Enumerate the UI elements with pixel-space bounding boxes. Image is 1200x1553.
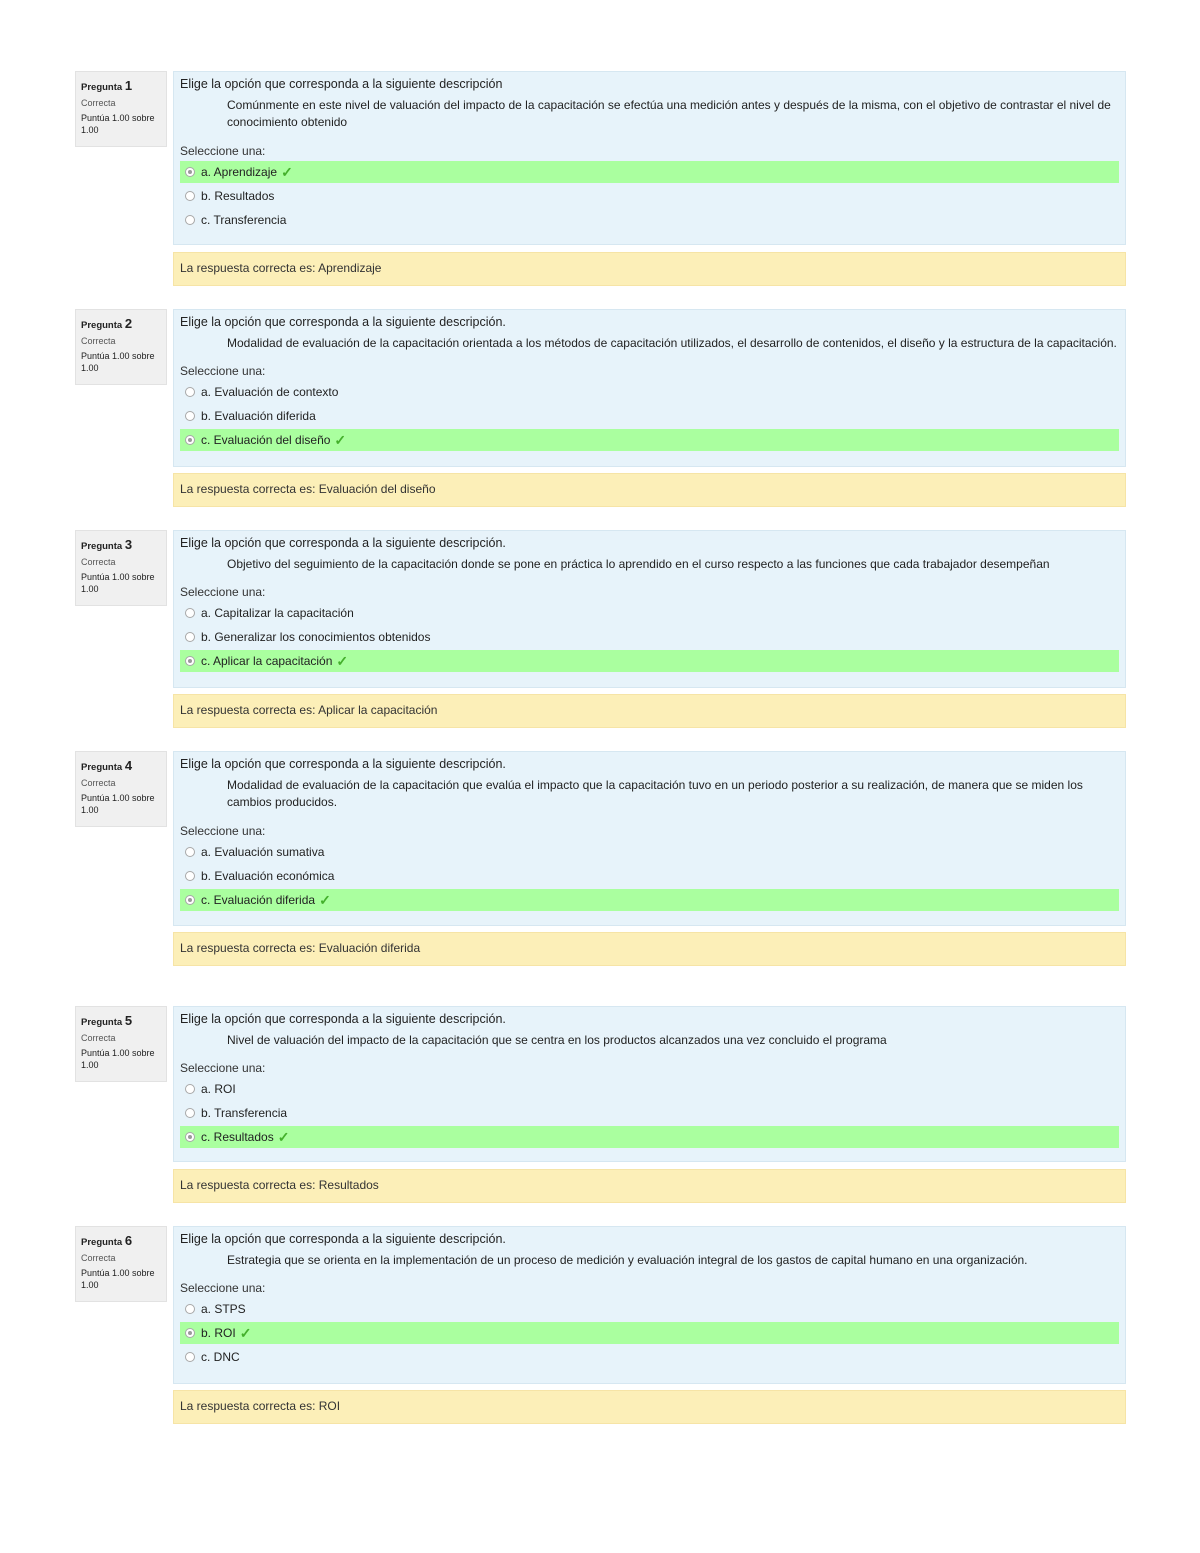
question-text: Elige la opción que corresponda a la siguiente descripción.: [180, 536, 506, 550]
select-prompt: Seleccione una:: [180, 1281, 266, 1296]
radio-button[interactable]: [185, 1108, 195, 1118]
question-text: Elige la opción que corresponda a la siguiente descripción.: [180, 1232, 506, 1246]
radio-button[interactable]: [185, 1304, 195, 1314]
question-label: Pregunta: [81, 541, 123, 552]
feedback-prefix: La respuesta correcta es:: [180, 1178, 316, 1192]
question-info: [75, 751, 167, 827]
question-number: 2: [124, 316, 133, 331]
checkmark-icon: ✓: [277, 1129, 290, 1146]
select-prompt: Seleccione una:: [180, 364, 266, 379]
radio-button[interactable]: [185, 608, 195, 618]
option-b[interactable]: [180, 1102, 1119, 1124]
option-label: b. Resultados: [201, 188, 275, 203]
radio-button[interactable]: [185, 895, 195, 905]
option-label: c. DNC: [201, 1350, 240, 1365]
question-grade: Puntúa 1.00 sobre 1.00: [81, 1267, 155, 1291]
option-c[interactable]: [180, 1126, 1119, 1148]
option-a[interactable]: [180, 1298, 1119, 1320]
question-description: Nivel de valuación del impacto de la capacitación que se centra en los productos alcanzados una vez concluido el programa: [227, 1033, 887, 1047]
feedback-answer: Resultados: [318, 1178, 379, 1192]
checkmark-icon: ✓: [239, 1325, 252, 1342]
feedback-answer: Evaluación del diseño: [318, 482, 436, 496]
question-info: [75, 309, 167, 385]
question-number: 5: [124, 1013, 133, 1028]
question-description: Estrategia que se orienta en la implementación de un proceso de medición y evaluación integral de los gastos de capital humano en una organización.: [227, 1253, 1028, 1267]
feedback-answer: Aprendizaje: [318, 261, 382, 275]
question-content: [173, 1006, 1126, 1162]
correct-answer-feedback: [173, 932, 1126, 966]
select-prompt: Seleccione una:: [180, 585, 266, 600]
checkmark-icon: ✓: [281, 163, 293, 180]
option-b[interactable]: [180, 626, 1119, 648]
correct-answer-feedback: [173, 473, 1126, 507]
question-number: 1: [124, 78, 133, 93]
option-label: a. Evaluación de contexto: [201, 385, 339, 400]
correct-answer-feedback: [173, 1390, 1126, 1424]
radio-button[interactable]: [185, 1132, 195, 1142]
option-b[interactable]: [180, 405, 1119, 427]
select-prompt: Seleccione una:: [180, 143, 266, 158]
question-state: Correcta: [81, 335, 116, 346]
option-label: b. Evaluación económica: [201, 868, 335, 883]
question-content: [173, 1226, 1126, 1384]
answer-options: [180, 602, 1119, 672]
checkmark-icon: ✓: [336, 653, 349, 670]
checkmark-icon: ✓: [334, 432, 347, 449]
question-content: [173, 530, 1126, 688]
option-label: c. Evaluación diferida: [201, 892, 316, 907]
radio-button[interactable]: [185, 215, 195, 225]
option-label: b. ROI: [201, 1326, 236, 1341]
radio-button[interactable]: [185, 847, 195, 857]
option-label: a. Evaluación sumativa: [201, 844, 325, 859]
feedback-prefix: La respuesta correcta es:: [180, 261, 316, 275]
feedback-prefix: La respuesta correcta es:: [180, 1399, 316, 1413]
question-content: [173, 751, 1126, 926]
question-label: Pregunta: [81, 82, 123, 93]
feedback-answer: Aplicar la capacitación: [318, 703, 438, 717]
question-grade: Puntúa 1.00 sobre 1.00: [81, 112, 155, 136]
question-grade: Puntúa 1.00 sobre 1.00: [81, 1047, 155, 1071]
feedback-prefix: La respuesta correcta es:: [180, 482, 316, 496]
option-label: a. Aprendizaje: [201, 164, 278, 179]
answer-options: [180, 161, 1119, 231]
question-content: [173, 71, 1126, 245]
radio-button[interactable]: [185, 167, 195, 177]
feedback-prefix: La respuesta correcta es:: [180, 703, 316, 717]
question-info: [75, 71, 167, 147]
correct-answer-feedback: [173, 694, 1126, 728]
option-a[interactable]: [180, 381, 1119, 403]
option-label: b. Generalizar los conocimientos obtenidos: [201, 630, 431, 645]
radio-button[interactable]: [185, 1352, 195, 1362]
option-label: a. STPS: [201, 1302, 246, 1317]
question-label: Pregunta: [81, 320, 123, 331]
radio-button[interactable]: [185, 387, 195, 397]
feedback-answer: Evaluación diferida: [318, 941, 421, 955]
question-text: Elige la opción que corresponda a la siguiente descripción: [180, 77, 503, 91]
option-a[interactable]: [180, 161, 1119, 183]
option-a[interactable]: [180, 602, 1119, 624]
question-info: [75, 1006, 167, 1082]
radio-button[interactable]: [185, 411, 195, 421]
question-description: Comúnmente en este nivel de valuación del impacto de la capacitación se efectúa una medición antes y después de la misma, con el objetivo de contrastar el nivel de conocimiento obtenido: [227, 98, 1111, 130]
answer-options: [180, 841, 1119, 911]
option-c[interactable]: [180, 209, 1119, 231]
option-b[interactable]: [180, 1322, 1119, 1344]
question-state: Correcta: [81, 777, 116, 788]
radio-button[interactable]: [185, 656, 195, 666]
question-text: Elige la opción que corresponda a la siguiente descripción.: [180, 757, 506, 771]
option-label: c. Evaluación del diseño: [201, 433, 331, 448]
question-info: [75, 1226, 167, 1302]
radio-button[interactable]: [185, 1084, 195, 1094]
option-a[interactable]: [180, 1078, 1119, 1100]
question-label: Pregunta: [81, 1237, 123, 1248]
checkmark-icon: ✓: [319, 891, 331, 908]
question-label: Pregunta: [81, 1017, 123, 1028]
question-state: Correcta: [81, 97, 116, 108]
question-grade: Puntúa 1.00 sobre 1.00: [81, 571, 155, 595]
question-content: [173, 309, 1126, 467]
select-prompt: Seleccione una:: [180, 1061, 266, 1076]
question-number: 4: [124, 758, 133, 773]
question-state: Correcta: [81, 1032, 116, 1043]
option-b[interactable]: [180, 185, 1119, 207]
question-grade: Puntúa 1.00 sobre 1.00: [81, 350, 155, 374]
option-b[interactable]: [180, 865, 1119, 887]
answer-options: [180, 381, 1119, 451]
option-label: b. Transferencia: [201, 1106, 288, 1121]
answer-options: [180, 1078, 1119, 1148]
option-label: c. Transferencia: [201, 212, 287, 227]
option-c[interactable]: [180, 1346, 1119, 1368]
radio-button[interactable]: [185, 435, 195, 445]
question-state: Correcta: [81, 1252, 116, 1263]
correct-answer-feedback: [173, 1169, 1126, 1203]
feedback-answer: ROI: [318, 1399, 341, 1413]
correct-answer-feedback: [173, 252, 1126, 286]
feedback-prefix: La respuesta correcta es:: [180, 941, 316, 955]
option-label: b. Evaluación diferida: [201, 409, 316, 424]
option-label: c. Aplicar la capacitación: [201, 654, 333, 669]
question-number: 6: [124, 1233, 133, 1248]
radio-button[interactable]: [185, 191, 195, 201]
question-state: Correcta: [81, 556, 116, 567]
question-info: [75, 530, 167, 606]
answer-options: [180, 1298, 1119, 1368]
question-text: Elige la opción que corresponda a la siguiente descripción.: [180, 1012, 506, 1026]
radio-button[interactable]: [185, 871, 195, 881]
option-c[interactable]: [180, 650, 1119, 672]
option-label: a. Capitalizar la capacitación: [201, 606, 354, 621]
question-text: Elige la opción que corresponda a la siguiente descripción.: [180, 315, 506, 329]
question-description: Modalidad de evaluación de la capacitación orientada a los métodos de capacitación utilizados, el desarrollo de contenidos, el diseño y la estructura de la capacitación.: [227, 336, 1117, 350]
option-a[interactable]: [180, 841, 1119, 863]
question-description: Objetivo del seguimiento de la capacitación donde se pone en práctica lo aprendido en el curso respecto a las funciones que cada trabajador desempeñan: [227, 557, 1050, 571]
radio-button[interactable]: [185, 1328, 195, 1338]
question-label: Pregunta: [81, 762, 123, 773]
option-label: a. ROI: [201, 1082, 236, 1097]
option-label: c. Resultados: [201, 1130, 274, 1145]
question-grade: Puntúa 1.00 sobre 1.00: [81, 792, 155, 816]
option-c[interactable]: [180, 429, 1119, 451]
radio-button[interactable]: [185, 632, 195, 642]
option-c[interactable]: [180, 889, 1119, 911]
question-number: 3: [124, 537, 133, 552]
question-description: Modalidad de evaluación de la capacitación que evalúa el impacto que la capacitación tuvo en un periodo posterior a su realización, de manera que se miden los cambios producidos.: [227, 778, 1083, 810]
select-prompt: Seleccione una:: [180, 823, 266, 838]
